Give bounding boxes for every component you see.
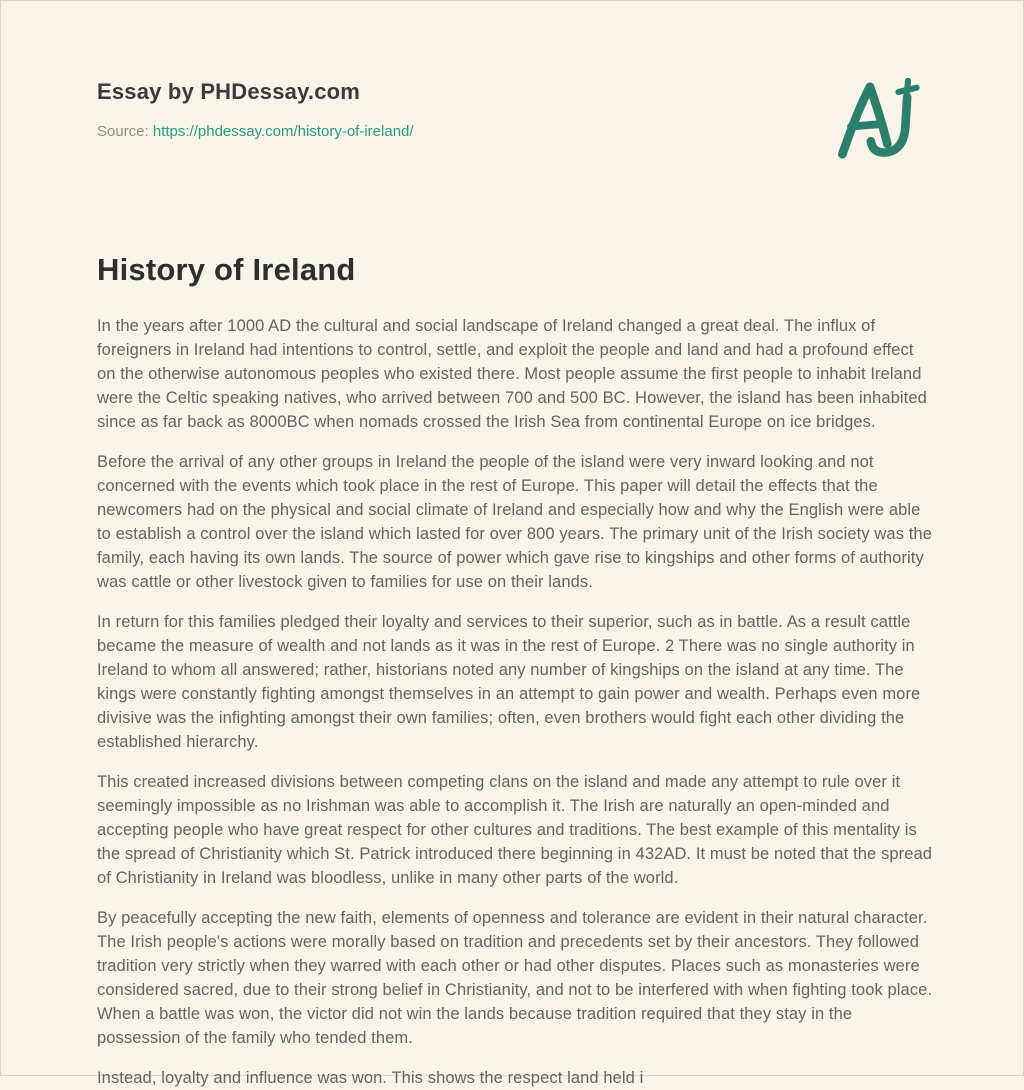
essay-title: History of Ireland [97, 252, 356, 287]
source-label: Source: [97, 123, 149, 140]
essay-paragraph: This created increased divisions between competing clans on the island and made any attempt to rule over it seemingly impossible as no Irishman was able to accomplish it. The Irish are naturally an open-minded and accepting people who have great respect for other cultures and traditions. The best example of this mentality is the spread of Christianity which St. Patrick introduced there beginning in 432AD. It must be noted that the spread of Christianity in Ireland was bloodless, unlike in many other parts of the world. [97, 773, 933, 887]
source-url-link[interactable]: https://phdessay.com/history-of-ireland/ [152, 123, 414, 140]
essay-paragraph: By peacefully accepting the new faith, elements of openness and tolerance are evident in their natural character. The Irish people's actions were morally based on tradition and precedents set by their ancestors. They followed tradition very strictly when they warred with each other or had other disputes. Places such as monasteries were considered sacred, due to their strong belief in Christianity, and not to be interfered with when fighting took place. When a battle was won, the victor did not win the lands because tradition required that they stay in the possession of the family who tended them. [97, 909, 933, 1047]
page-header [97, 79, 927, 168]
essay-paragraph: In the years after 1000 AD the cultural and social landscape of Ireland changed a great deal. The influx of foreigners in Ireland had intentions to control, settle, and exploit the people and land and had a profound effect on the otherwise autonomous peoples who existed there. Most people assume the first people to inhabit Ireland were the Celtic speaking natives, who arrived between 700 and 500 BC. However, the island has been inhabited since as far back as 8000BC when nomads crossed the Irish Sea from continental Europe on ice bridges. [97, 317, 927, 431]
essay-page [1, 1, 1023, 1090]
essay-body [97, 314, 933, 1090]
header-text-block [97, 79, 414, 140]
source-line [97, 123, 414, 140]
essay-paragraph: In return for this families pledged their loyalty and services to their superior, such as in battle. As a result cattle became the measure of wealth and not lands as it was in the rest of Europe. 2 There was no single authority in Ireland to whom all answered; rather, historians noted any number of kingships on the island at any time. The kings were constantly fighting amongst themselves in an attempt to gain power and wealth. Perhaps even more divisive was the infighting amongst their own families; often, even brothers would fight each other dividing the established hierarchy. [97, 613, 921, 751]
essay-paragraph: Instead, loyalty and influence was won. This shows the respect land held i [97, 1069, 644, 1087]
phdessay-logo-icon [832, 73, 927, 168]
byline: Essay by PHDessay.com [97, 79, 361, 104]
essay-paragraph: Before the arrival of any other groups in Ireland the people of the island were very inward looking and not concerned with the events which took place in the rest of Europe. This paper will detail the effects that the newcomers had on the physical and social climate of Ireland and especially how and why the English were able to establish a control over the island which lasted for over 800 years. The primary unit of the Irish society was the family, each having its own lands. The source of power which gave rise to kingships and other forms of authority was cattle or other livestock given to families for use on their lands. [97, 453, 932, 591]
